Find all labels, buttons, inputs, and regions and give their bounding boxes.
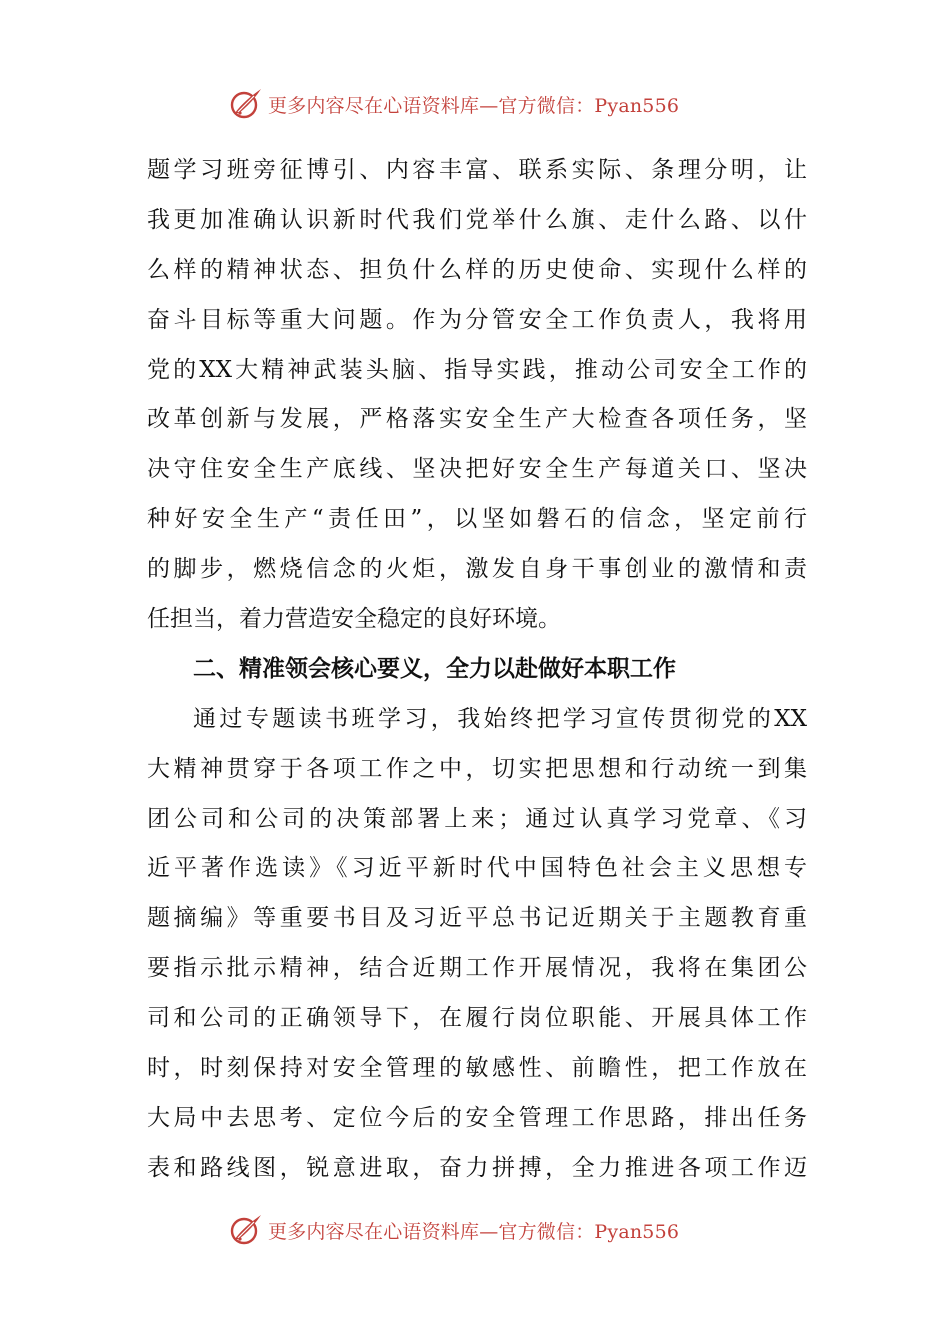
paragraph-line: 团公司和公司的决策部署上来；通过认真学习党章、《习 [147, 805, 807, 832]
paragraph-line: 题学习班旁征博引、内容丰富、联系实际、条理分明，让 [147, 157, 807, 183]
paragraph-line: 时，时刻保持对安全管理的敏感性、前瞻性，把工作放在 [147, 1055, 807, 1082]
paragraph-line: 改革创新与发展，严格落实安全生产大检查各项任务，坚 [147, 406, 807, 433]
quill-logo-icon [228, 86, 264, 122]
watermark-text: 更多内容尽在心语资料库—官方微信：Pyan556 [268, 1220, 680, 1243]
paragraph-line: 么样的精神状态、担负什么样的历史使命、实现什么样的 [147, 256, 807, 283]
paragraph-line: 近平著作选读》《习近平新时代中国特色社会主义思想专 [147, 855, 807, 882]
paragraph-line: 要指示批示精神，结合近期工作开展情况，我将在集团公 [147, 955, 807, 982]
paragraph-line: 奋斗目标等重大问题。作为分管安全工作负责人，我将用 [147, 306, 807, 333]
quill-logo-icon [228, 1212, 264, 1248]
paragraph-line: 题摘编》等重要书目及习近平总书记近期关于主题教育重 [147, 905, 807, 932]
paragraph-line: 司和公司的正确领导下，在履行岗位职能、开展具体工作 [147, 1005, 807, 1032]
paragraph-line: 种好安全生产“责任田”，以坚如磐石的信念，坚定前行 [147, 506, 807, 533]
paragraph-line: 表和路线图，锐意进取，奋力拼搏，全力推进各项工作迈 [147, 1154, 807, 1181]
section-heading: 二、精准领会核心要义，全力以赴做好本职工作 [193, 655, 676, 682]
document-body [147, 146, 807, 1194]
paragraph-line: 通过专题读书班学习，我始终把学习宣传贯彻党的XX [193, 705, 807, 732]
paragraph-line: 大局中去思考、定位今后的安全管理工作思路，排出任务 [147, 1104, 807, 1131]
paragraph-line: 党的XX大精神武装头脑、指导实践，推动公司安全工作的 [147, 356, 807, 383]
watermark-text: 更多内容尽在心语资料库—官方微信：Pyan556 [268, 94, 680, 117]
paragraph-line: 的脚步，燃烧信念的火炬，激发自身干事创业的激情和责 [147, 556, 807, 583]
paragraph-line: 我更加准确认识新时代我们党举什么旗、走什么路、以什 [147, 206, 807, 233]
footer-watermark-banner [228, 1212, 728, 1248]
paragraph-line: 任担当，着力营造安全稳定的良好环境。 [147, 606, 561, 633]
header-watermark-banner [228, 86, 728, 122]
paragraph-line: 决守住安全生产底线、坚决把好安全生产每道关口、坚决 [147, 456, 807, 483]
paragraph-line: 大精神贯穿于各项工作之中，切实把思想和行动统一到集 [147, 755, 807, 782]
